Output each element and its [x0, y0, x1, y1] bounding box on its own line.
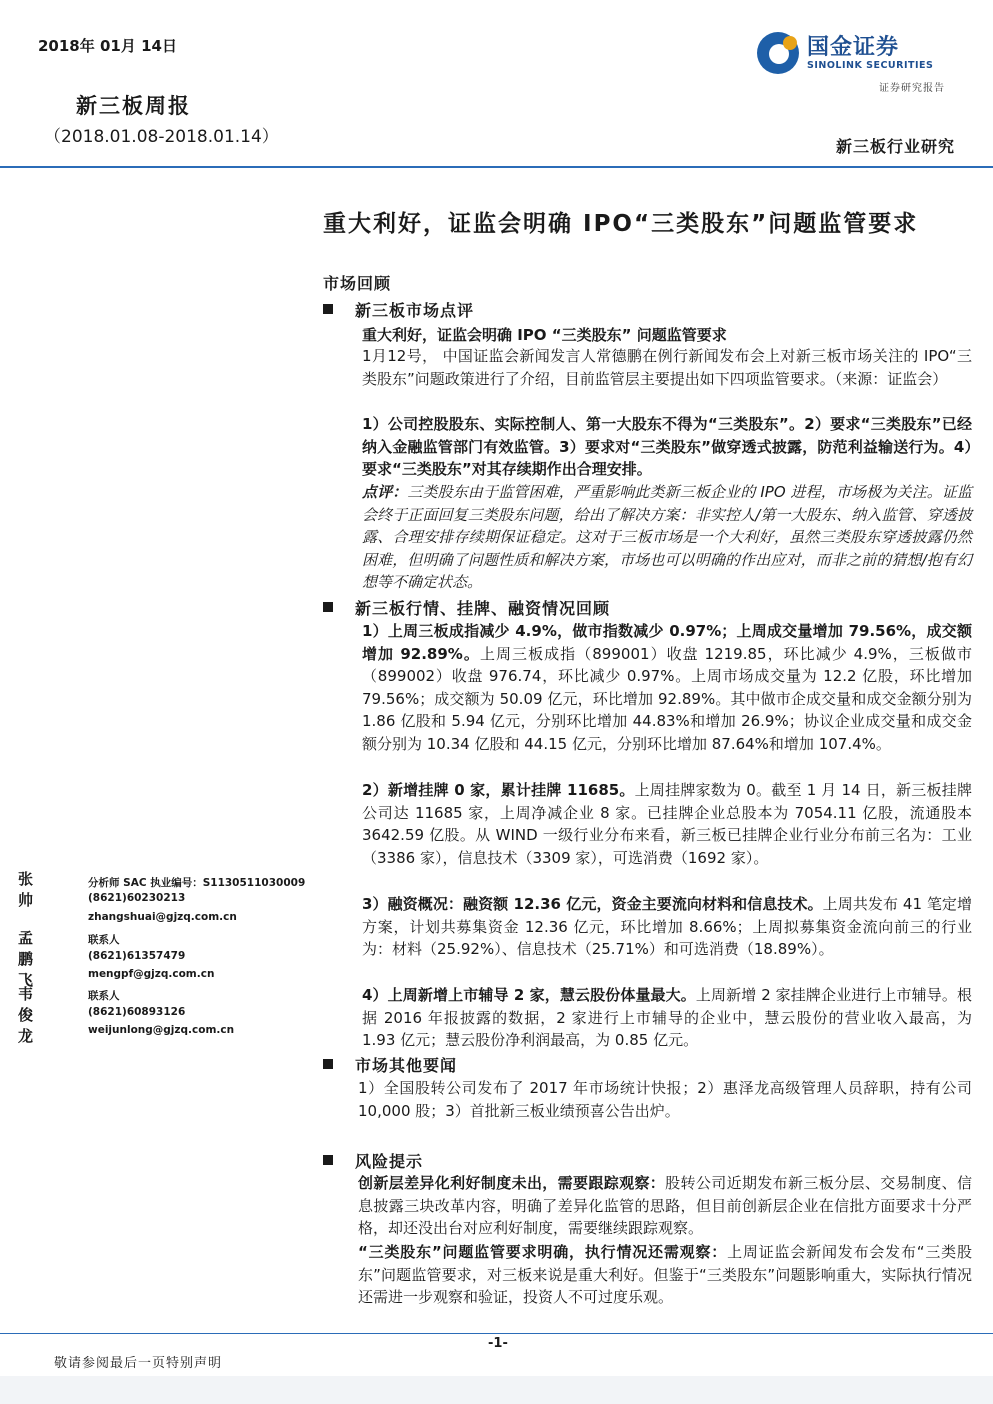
analyst-email: mengpf@gjzq.com.cn — [88, 968, 215, 980]
report-title: 新三板周报 — [76, 94, 191, 118]
analyst-email: weijunlong@gjzq.com.cn — [88, 1024, 235, 1036]
risk-item-1 — [358, 1172, 972, 1240]
bullet-title: 市场其他要闻 — [355, 1056, 458, 1075]
company-logo — [757, 30, 947, 78]
analyst-role: 联系人 — [88, 990, 120, 1002]
footer-disclaimer: 敬请参阅最后一页特别声明 — [54, 1356, 223, 1371]
risk-item-2-bold: “三类股东”问题监管要求明确，执行情况还需观察： — [358, 1243, 728, 1261]
market-item-3-text: 上周共发布 41 笔定增方案，计划共募集资金 12.36 亿元，环比增加 8.66%；上周拟募集资金流向前三的行业为：材料（25.92%）、信息技术（25.71%）和可选消费（18.89%）。 — [362, 895, 972, 959]
section-title: 市场回顾 — [323, 274, 392, 293]
page-number: -1- — [488, 1336, 508, 1351]
analyst-name: 孟鹏飞 — [18, 929, 36, 989]
header-divider — [0, 166, 993, 168]
market-item-3-bold: 3）融资概况：融资额 12.36 亿元，资金主要流向材料和信息技术。 — [362, 895, 823, 913]
report-type: 证券研究报告 — [879, 83, 945, 94]
bullet-square-icon — [323, 304, 333, 314]
analyst-phone: (8621)60893126 — [88, 1006, 186, 1018]
bullet-title: 新三板行情、挂牌、融资情况回顾 — [355, 599, 611, 618]
report-category: 新三板行业研究 — [835, 137, 955, 156]
risk-item-1-bold: 创新层差异化利好制度未出，需要跟踪观察： — [358, 1174, 666, 1192]
analyst-name: 韦俊龙 — [18, 985, 36, 1045]
logo-swoosh-icon — [783, 36, 797, 50]
analyst-role: 联系人 — [88, 934, 120, 946]
analyst-phone: (8621)61357479 — [88, 950, 186, 962]
risk-item-2-text: 上周证监会新闻发布会发布“三类股东”问题监管要求，对三板来说是重大利好。但鉴于“三类股东”问题影响重大，实际执行情况还需进一步观察和验证，投资人不可过度乐观。 — [358, 1243, 972, 1307]
bullet-square-icon — [323, 1155, 333, 1165]
market-item-4 — [362, 984, 972, 1052]
analyst-name: 张帅 — [18, 870, 36, 909]
analyst-phone: (8621)60230213 — [88, 892, 186, 904]
comment-text: 三类股东由于监管困难，严重影响此类新三板企业的 IPO 进程，市场极为关注。证监会终于正面回复三类股东问题，给出了解决方案：非实控人/第一大股东、纳入监管、穿透披露、合理安排存续期保证稳定。这对于三板市场是一个大利好，虽然三类股东穿透披露仍然困难，但明确了问题性质和解决方案，市场也可以明确的作出应对，而非之前的猜想/抱有幻想等不确定状态。 — [362, 483, 972, 592]
market-item-3 — [362, 893, 972, 961]
market-item-1 — [362, 620, 972, 756]
logo-en-text: SINOLINK SECURITIES — [807, 60, 934, 71]
bullet-heading-commentary — [323, 298, 474, 321]
commentary-paragraph-2: 1）公司控股股东、实际控制人、第一大股东不得为“三类股东”。2）要求“三类股东”已经纳入金融监管部门有效监管。3）要求对“三类股东”做穿透式披露，防范利益输送行为。4）要求“三类股东”对其存续期作出合理安排。 — [362, 415, 972, 479]
bottom-band — [0, 1376, 993, 1404]
bullet-square-icon — [323, 1059, 333, 1069]
footer-divider — [0, 1333, 993, 1334]
market-item-4-bold: 4）上周新增上市辅导 2 家，慧云股份体量最大。 — [362, 986, 696, 1004]
market-item-2 — [362, 779, 972, 869]
commentary-paragraph-3 — [362, 481, 972, 594]
market-item-2-text: 上周挂牌家数为 0。截至 1 月 14 日，新三板挂牌公司达 11685 家，上周净减企业 8 家。已挂牌企业总股本为 7054.11 亿股，流通股本 3642.59 亿股。从 WIND 一级行业分布来看，新三板已挂牌企业行业分布前三名为：工业（3386 家），信息技术（3309 家），可选消费（1692 家）。 — [362, 781, 972, 867]
bullet-heading-other-news — [323, 1053, 457, 1076]
bullet-heading-market — [323, 596, 610, 619]
risk-item-1-text: 股转公司近期发布新三板分层、交易制度、信息披露三块改革内容，明确了差异化监管的思路，但目前创新层企业在信批方面要求十分严格，却还没出台对应利好制度，需要继续跟踪观察。 — [358, 1174, 972, 1238]
bullet-title: 风险提示 — [355, 1152, 424, 1171]
analyst-cert: 分析师 SAC 执业编号：S1130511030009 — [88, 877, 306, 889]
report-date: 2018年 01月 14日 — [38, 37, 177, 55]
bullet-title: 新三板市场点评 — [355, 301, 475, 320]
comment-label: 点评： — [362, 483, 408, 501]
market-item-2-bold: 2）新增挂牌 0 家，累计挂牌 11685。 — [362, 781, 635, 799]
other-news-text: 1）全国股转公司发布了 2017 年市场统计快报；2）惠泽龙高级管理人员辞职，持有公司 10,000 股；3）首批新三板业绩预喜公告出炉。 — [358, 1079, 972, 1120]
risk-item-2 — [358, 1241, 972, 1309]
report-date-range: （2018.01.08-2018.01.14） — [44, 127, 279, 147]
commentary-paragraph-1: 1月12号， 中国证监会新闻发言人常德鹏在例行新闻发布会上对新三板市场关注的 IPO“三类股东”问题政策进行了介绍，目前监管层主要提出如下四项监管要求。（来源：证监会） — [362, 347, 972, 388]
analyst-email: zhangshuai@gjzq.com.cn — [88, 911, 237, 923]
bullet-heading-risks — [323, 1149, 423, 1172]
bullet-square-icon — [323, 602, 333, 612]
commentary-subhead: 重大利好，证监会明确 IPO “三类股东” 问题监管要求 — [362, 326, 727, 344]
logo-cn-text: 国金证券 — [807, 35, 900, 60]
market-item-4-text: 上周新增 2 家挂牌企业进行上市辅导。根据 2016 年报披露的数据，2 家进行上市辅导的企业中，慧云股份的营业收入最高，为 1.93 亿元；慧云股份净利润最高，为 0.85 亿元。 — [362, 986, 972, 1050]
market-item-1-text: 上周三板成指（899001）收盘 1219.85，环比减少 4.9%，三板做市（899002）收盘 976.74，环比减少 0.97%。上周市场成交量为 12.2 亿股，环比增加 79.56%；成交额为 50.09 亿元，环比增加 92.89%。其中做市企成交量和成交金额分别为 1.86 亿股和 5.94 亿元，分别环比增加 44.83%和增加 26.9%；协议企业成交量和成交金额分别为 10.34 亿股和 44.15 亿元，分别环比增加 87.64%和增加 107.4%。 — [362, 644, 972, 753]
market-item-1-bold: 1）上周三板成指减少 4.9%，做市指数减少 0.97%；上周成交量增加 79.56%，成交额增加 92.89%。 — [362, 622, 972, 663]
main-title: 重大利好，证监会明确 IPO“三类股东”问题监管要求 — [323, 211, 919, 237]
